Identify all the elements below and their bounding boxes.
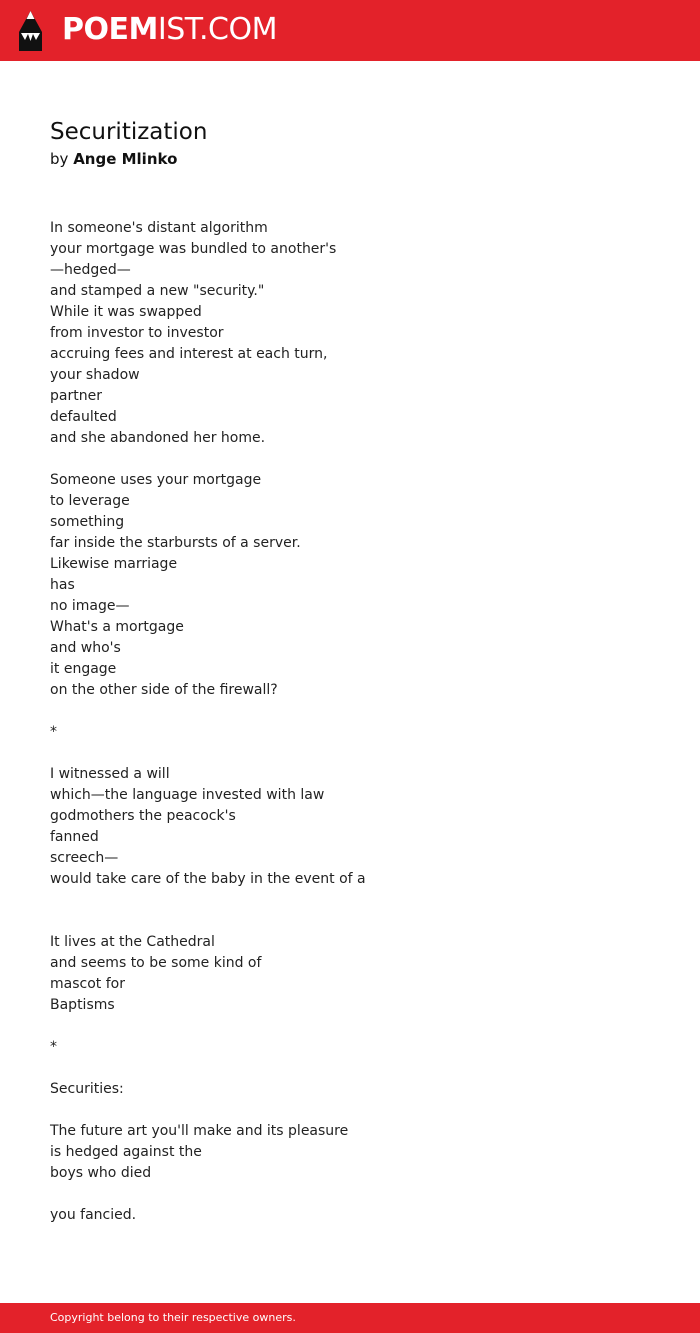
poem-line: —hedged— [50, 262, 131, 278]
poem-line: Securities: [50, 1081, 124, 1097]
poem-line: defaulted [50, 409, 117, 425]
poem-line: your shadow [50, 367, 140, 383]
poem-line: you fancied. [50, 1207, 137, 1223]
poem-line: and who's [50, 640, 121, 656]
poem-line: your mortgage was bundled to another's [50, 241, 337, 257]
poem-line: is hedged against the [50, 1144, 202, 1160]
by-label: by [50, 150, 69, 168]
poem-line: far inside the starbursts of a server. [50, 535, 301, 551]
poem-line: godmothers the peacock's [50, 808, 236, 824]
poem-line [50, 1058, 366, 1079]
poem-line: boys who died [50, 1165, 152, 1181]
poem-author: Ange Mlinko [73, 150, 178, 168]
poem-line: and seems to be some kind of [50, 955, 262, 971]
poem-line [50, 449, 366, 470]
poem-line: In someone's distant algorithm [50, 220, 268, 236]
poem-line: fanned [50, 829, 99, 845]
site-logo-text[interactable] [62, 12, 277, 48]
site-header [0, 0, 700, 61]
poem-line: accruing fees and interest at each turn, [50, 346, 328, 362]
poem-line: screech— [50, 850, 119, 866]
poem-line: it engage [50, 661, 117, 677]
poem-line: and stamped a new "security." [50, 283, 265, 299]
poem-line: * [50, 1039, 57, 1055]
poem-line: While it was swapped [50, 304, 202, 320]
poem-line: What's a mortgage [50, 619, 184, 635]
poem-line [50, 743, 366, 764]
poem-line: on the other side of the firewall? [50, 682, 278, 698]
poem-line: * [50, 724, 57, 740]
brand-light: IST.COM [157, 12, 277, 47]
pencil-tip-icon[interactable] [17, 10, 44, 52]
poem-line: The future art you'll make and its pleasure [50, 1123, 349, 1139]
poem-line: and she abandoned her home. [50, 430, 266, 446]
poem-line: I witnessed a will [50, 766, 170, 782]
poem-body [50, 218, 366, 1226]
poem-title: Securitization [50, 119, 208, 145]
poem-line [50, 890, 366, 911]
poem-line: partner [50, 388, 102, 404]
poem-line: which—the language invested with law [50, 787, 325, 803]
poem-line: mascot for [50, 976, 125, 992]
copyright-text: Copyright belong to their respective owners. [50, 1311, 296, 1324]
poem-line [50, 701, 366, 722]
poem-byline [50, 149, 177, 169]
poem-line: something [50, 514, 125, 530]
poem-line: Baptisms [50, 997, 115, 1013]
poem-line [50, 1184, 366, 1205]
poem-line: from investor to investor [50, 325, 224, 341]
poem-line: would take care of the baby in the event of a [50, 871, 366, 887]
poem-line: to leverage [50, 493, 130, 509]
poem-line [50, 1100, 366, 1121]
brand-bold: POEM [62, 12, 158, 47]
poem-line: no image— [50, 598, 130, 614]
poem-line: Likewise marriage [50, 556, 178, 572]
poem-line: It lives at the Cathedral [50, 934, 215, 950]
poem-line: has [50, 577, 75, 593]
poem-line [50, 1016, 366, 1037]
site-footer [0, 1303, 700, 1333]
poem-line [50, 911, 366, 932]
poem-line: Someone uses your mortgage [50, 472, 262, 488]
